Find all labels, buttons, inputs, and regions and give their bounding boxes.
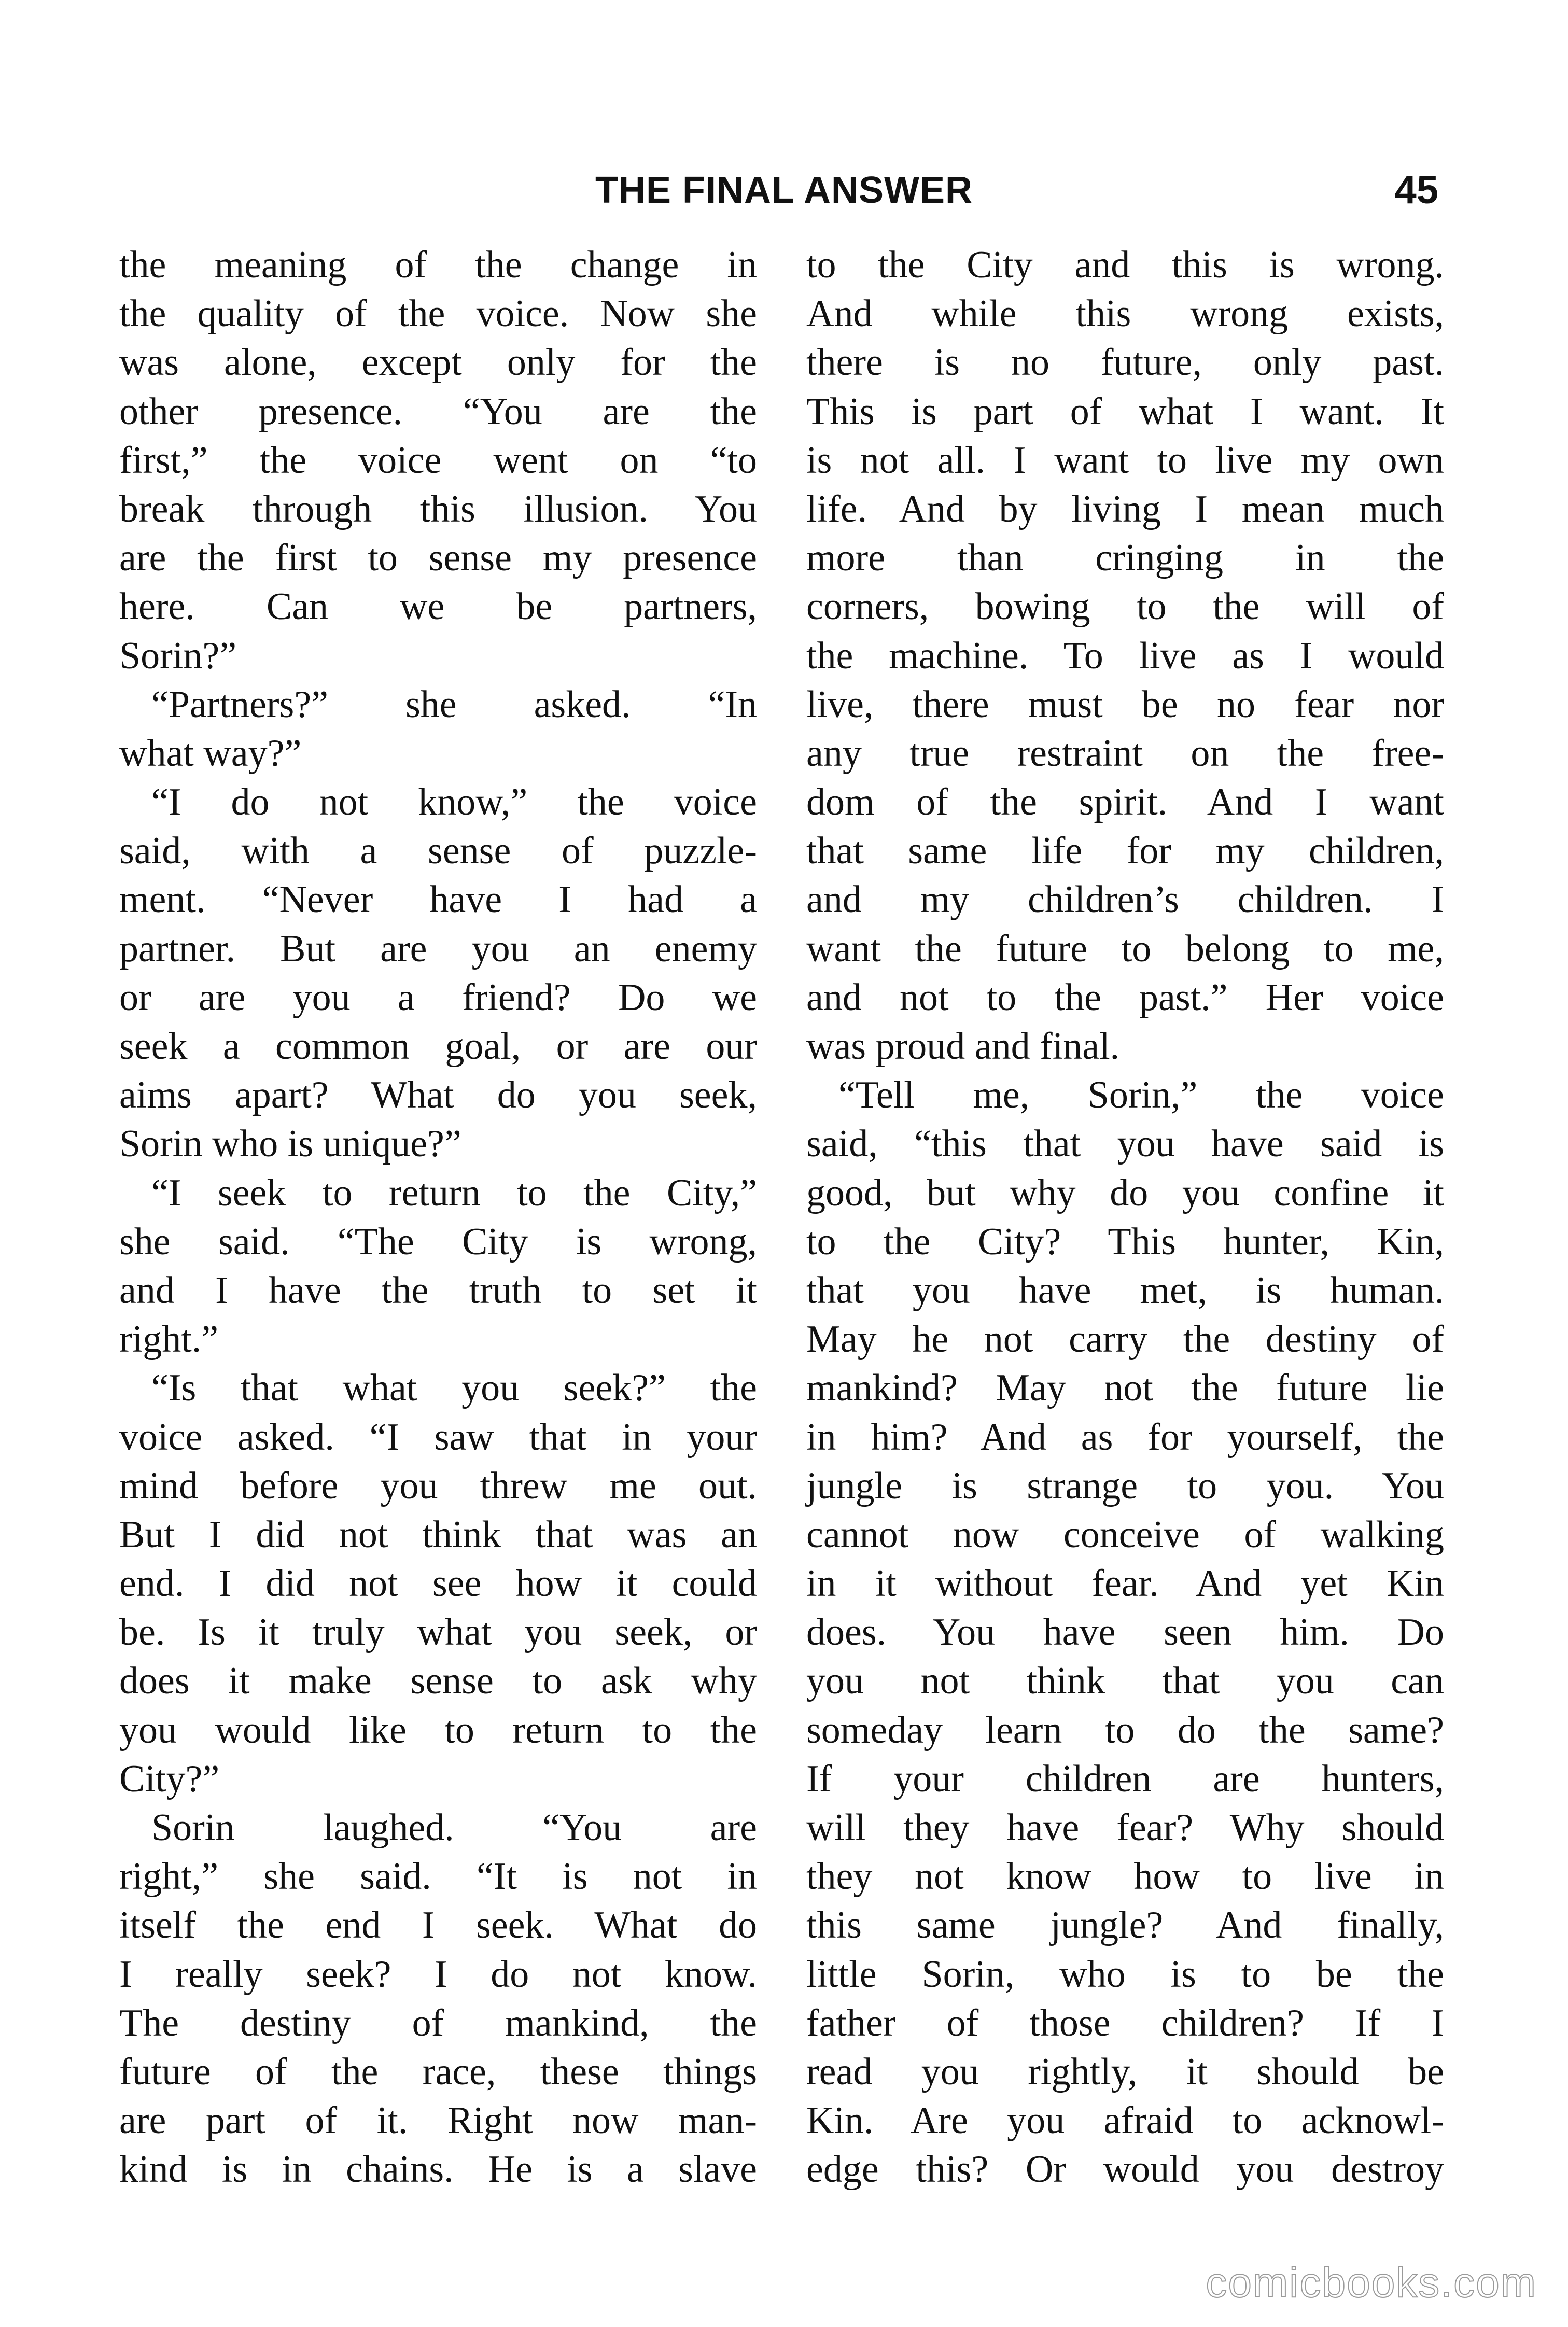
text-line: said, with a sense of puzzle- [119,830,757,873]
text-line: more than cringing in the [806,537,1444,580]
text-line: she said. “The City is wrong, [119,1220,757,1263]
text-line: someday learn to do the same? [806,1708,1444,1751]
watermark: comicbooks.com [1206,2259,1537,2306]
text-line: voice asked. “I saw that in your [119,1415,757,1459]
text-line: you not think that you can [806,1660,1444,1703]
text-line: end. I did not see how it could [119,1562,757,1605]
text-line: was proud and final. [806,1025,1120,1068]
text-line: father of those children? If I [806,2001,1444,2044]
text-line: kind is in chains. He is a slave [119,2148,757,2191]
text-line: here. Can we be partners, [119,585,757,628]
text-line: and not to the past.” Her voice [806,976,1444,1019]
text-line: are part of it. Right now man- [119,2099,757,2142]
text-line: be. Is it truly what you seek, or [119,1611,757,1654]
text-line: itself the end I seek. What do [119,1904,757,1947]
text-line: the meaning of the change in [119,244,757,286]
text-line: they not know how to live in [806,1855,1444,1898]
text-line: and I have the truth to set it [119,1269,757,1312]
text-line: want the future to belong to me, [806,927,1444,970]
text-line: right.” [119,1318,219,1361]
text-line: partner. But are you an enemy [119,927,757,970]
text-line: are the first to sense my presence [119,537,757,580]
text-line: any true restraint on the free- [806,732,1444,775]
text-line: in it without fear. And yet Kin [806,1562,1444,1605]
text-line: or are you a friend? Do we [119,976,757,1019]
text-line: does. You have seen him. Do [806,1611,1444,1654]
text-line: break through this illusion. You [119,487,757,530]
text-line: and my children’s children. I [806,878,1444,921]
text-line: good, but why do you confine it [806,1171,1444,1214]
text-line: is not all. I want to live my own [806,439,1444,482]
running-header-title: THE FINAL ANSWER [595,170,973,211]
text-line: to the City? This hunter, Kin, [806,1220,1444,1263]
text-line: this same jungle? And finally, [806,1904,1444,1947]
text-line: If your children are hunters, [806,1757,1444,1800]
text-line: “I seek to return to the City,” [151,1171,757,1214]
text-line: This is part of what I want. It [806,390,1444,433]
text-line: “Is that what you seek?” the [151,1367,757,1410]
text-line: life. And by living I mean much [806,487,1444,530]
text-line: Sorin?” [119,634,237,677]
text-line: dom of the spirit. And I want [806,781,1444,824]
left-text-column [119,241,757,2194]
text-line: the machine. To live as I would [806,634,1444,677]
text-line: “Partners?” she asked. “In [151,683,757,726]
text-line: I really seek? I do not know. [119,1953,757,1996]
text-line: that you have met, is human. [806,1269,1444,1312]
text-line: aims apart? What do you seek, [119,1074,757,1117]
text-line: to the City and this is wrong. [806,244,1444,286]
text-line: live, there must be no fear nor [806,683,1444,726]
text-line: jungle is strange to you. You [806,1464,1444,1507]
text-line: cannot now conceive of walking [806,1513,1444,1556]
text-line: read you rightly, it should be [806,2050,1444,2093]
text-line: other presence. “You are the [119,390,757,433]
text-line: ment. “Never have I had a [119,878,757,921]
text-line: “Tell me, Sorin,” the voice [838,1074,1444,1117]
text-line: Kin. Are you afraid to acknowl- [806,2099,1444,2142]
text-line: corners, bowing to the will of [806,585,1444,628]
text-line: little Sorin, who is to be the [806,1953,1444,1996]
text-line: edge this? Or would you destroy [806,2148,1444,2191]
text-line: said, “this that you have said is [806,1123,1444,1166]
text-line: mankind? May not the future lie [806,1367,1444,1410]
text-line: May he not carry the destiny of [806,1318,1444,1361]
text-line: future of the race, these things [119,2050,757,2093]
text-line: City?” [119,1757,220,1800]
page-number: 45 [1394,168,1438,212]
text-line: was alone, except only for the [119,341,757,384]
text-line: what way?” [119,732,302,775]
text-line: there is no future, only past. [806,341,1444,384]
text-line: will they have fear? Why should [806,1806,1444,1849]
text-line: the quality of the voice. Now she [119,292,757,335]
text-line: Sorin who is unique?” [119,1123,461,1166]
text-line: does it make sense to ask why [119,1660,757,1703]
text-line: “I do not know,” the voice [151,781,757,824]
text-line: And while this wrong exists, [806,292,1444,335]
text-line: right,” she said. “It is not in [119,1855,757,1898]
text-line: first,” the voice went on “to [119,439,757,482]
text-line: But I did not think that was an [119,1513,757,1556]
right-text-column [806,241,1444,2194]
text-line: you would like to return to the [119,1708,757,1751]
text-line: The destiny of mankind, the [119,2001,757,2044]
text-line: in him? And as for yourself, the [806,1415,1444,1459]
text-line: seek a common goal, or are our [119,1025,757,1068]
text-line: Sorin laughed. “You are [151,1806,757,1849]
text-line: mind before you threw me out. [119,1464,757,1507]
text-line: that same life for my children, [806,830,1444,873]
